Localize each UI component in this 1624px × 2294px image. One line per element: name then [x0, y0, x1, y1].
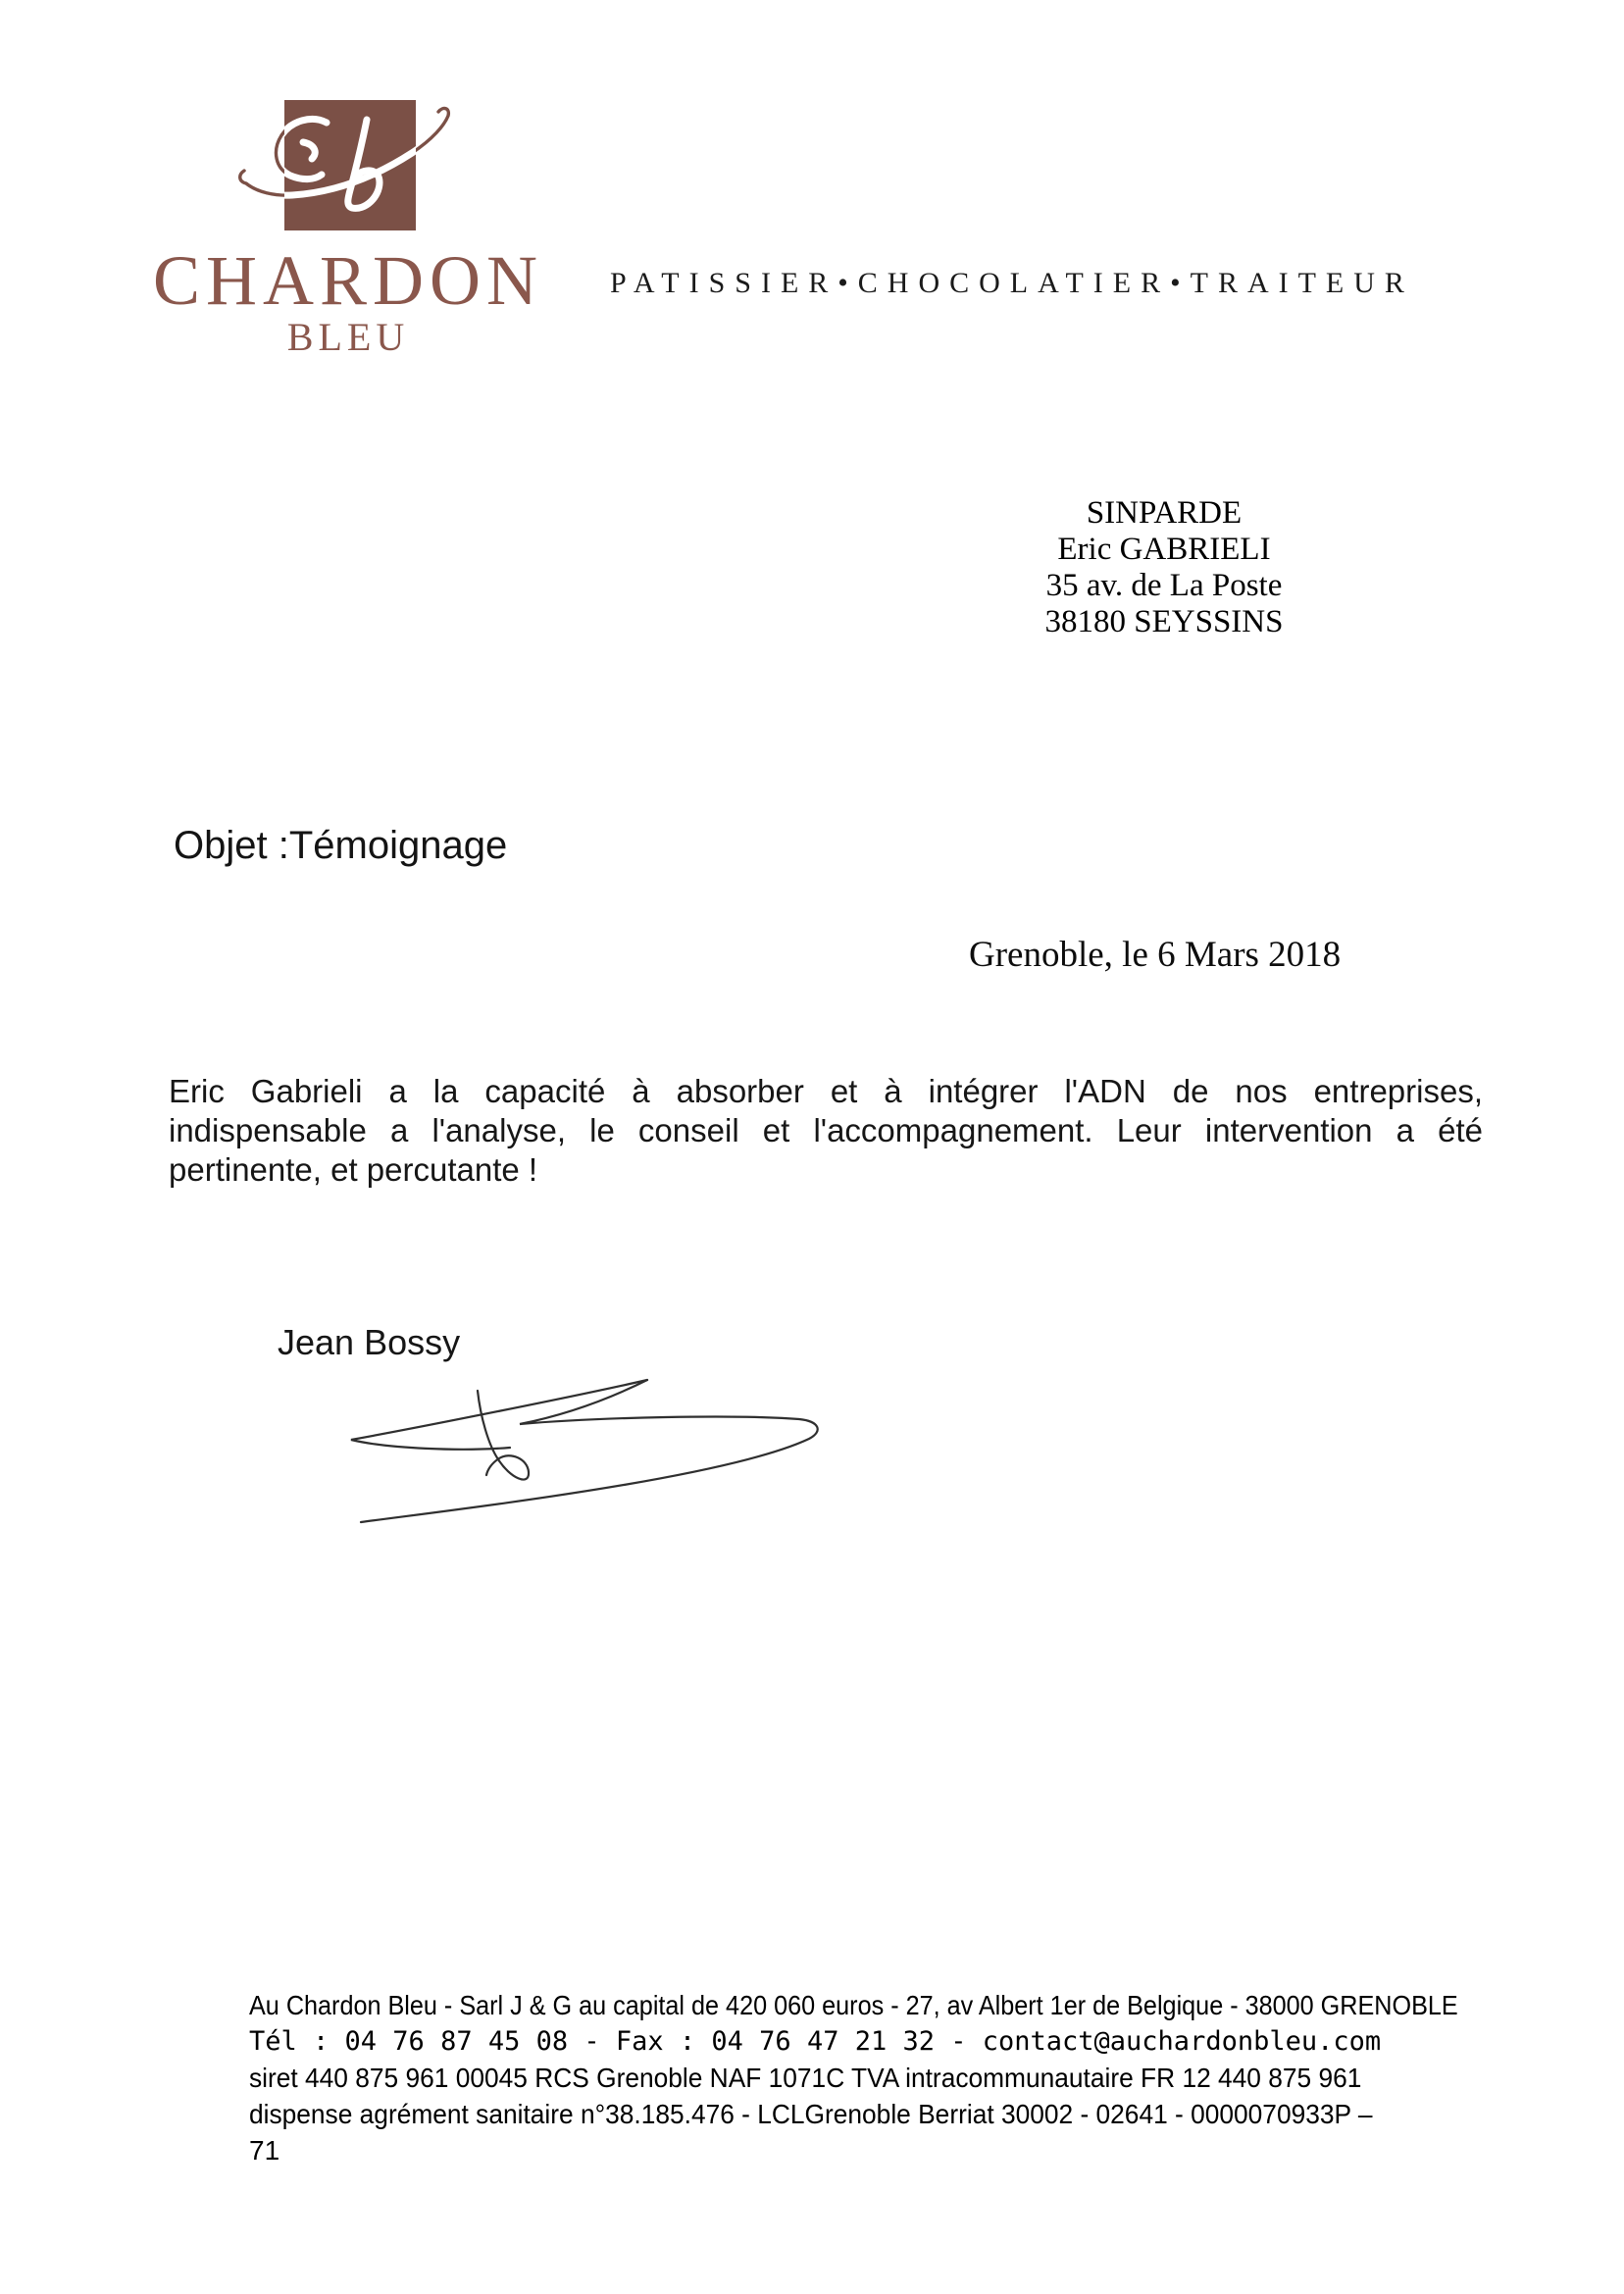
footer-agrement-line: dispense agrément sanitaire n°38.185.476 - LCLGrenoble Berriat 30002 - 02641 - 0000070933P –: [249, 2099, 1373, 2129]
recipient-name: Eric GABRIELI: [1057, 532, 1271, 567]
recipient-street: 35 av. de La Poste: [1045, 568, 1283, 603]
brand-name-chardon: CHARDON: [152, 241, 544, 320]
recipient-city: 38180 SEYSSINS: [1044, 604, 1284, 639]
brand-name-bleu: BLEU: [286, 315, 410, 359]
body-line: pertinente, et percutante !: [169, 1151, 538, 1188]
brand-name: [147, 241, 549, 359]
footer-overflow-line: 71: [249, 2135, 280, 2166]
signatory-name: Jean Bossy: [278, 1322, 461, 1362]
recipient-address-block: [1000, 495, 1328, 640]
recipient-company: SINPARDE: [1086, 495, 1243, 531]
footer-contact-line: Tél : 04 76 87 45 08 - Fax : 04 76 47 21 32 - contact@auchardonbleu.com: [249, 2026, 1382, 2057]
body-line: Eric Gabrieli a la capacité à absorber et à intégrer l'ADN de nos entreprises,: [169, 1073, 1483, 1109]
brand-tagline: PATISSIER•CHOCOLATIER•TRAITEUR: [610, 267, 1414, 299]
letter-footer: [249, 1987, 1593, 2168]
footer-company-line: Au Chardon Bleu - Sarl J & G au capital de 420 060 euros - 27, av Albert 1er de Belgique - 38000 GRENOBLE: [249, 1990, 1458, 2020]
date-line: Grenoble, le 6 Mars 2018: [969, 935, 1342, 975]
subject-line: Objet :Témoignage: [174, 824, 508, 867]
footer-siret-line: siret 440 875 961 00045 RCS Grenoble NAF 1071C TVA intracommunautaire FR 12 440 875 961: [249, 2063, 1362, 2093]
letter-body: [169, 1072, 1483, 1190]
handwritten-signature-icon: [314, 1358, 843, 1545]
body-line: indispensable a l'analyse, le conseil et l'accompagnement. Leur intervention a été: [169, 1112, 1483, 1148]
